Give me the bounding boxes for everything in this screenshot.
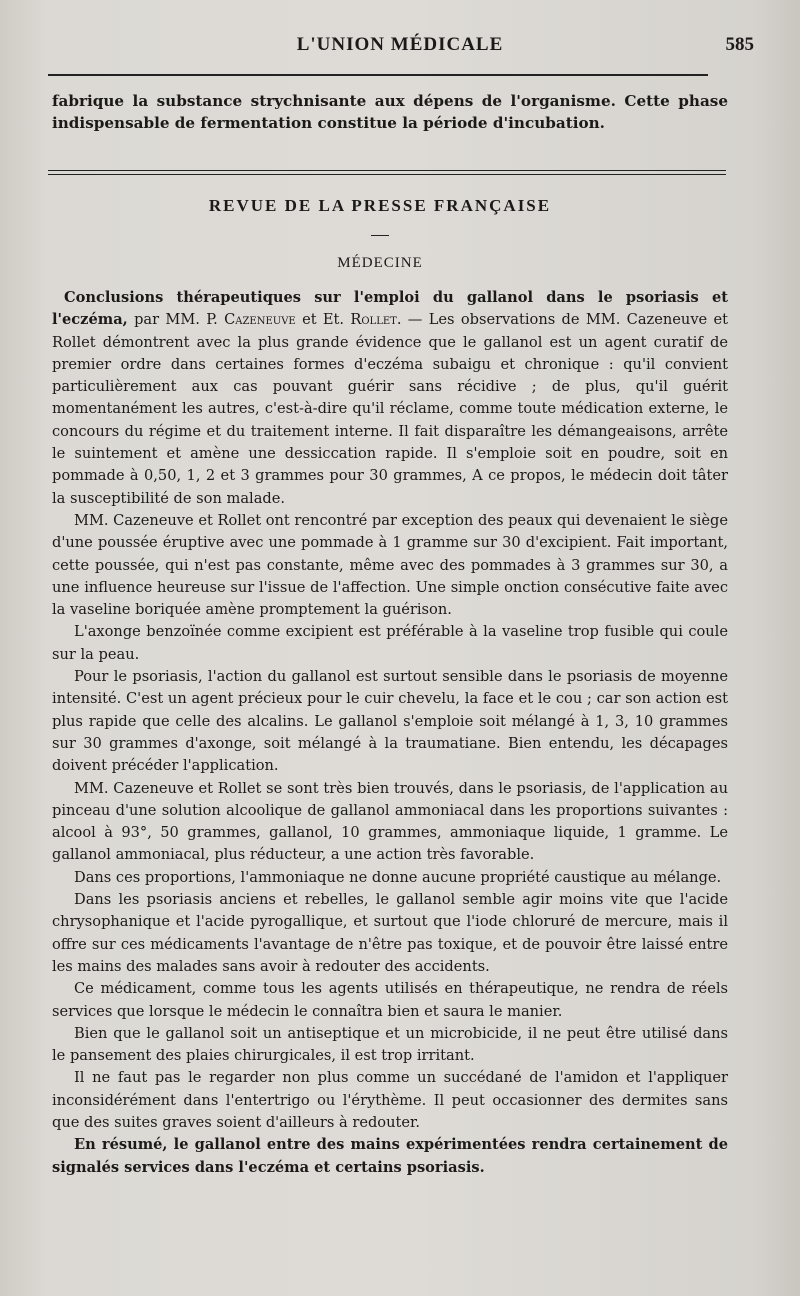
- paragraph: Dans les psoriasis anciens et rebelles, le gallanol semble agir moins vite que l'acide chrysophanique et l'acide pyrogallique, et surtout que l'iode chloruré de mercure, mais il offre sur ces médicaments l'avantage de n'être pas toxique, et de pouvoir être laissé entre les mains des malades sans avoir à redouter des accidents.: [52, 891, 728, 975]
- header-rule: [48, 74, 708, 76]
- article-body: [52, 287, 728, 1179]
- section-title: REVUE DE LA PRESSE FRANÇAISE: [208, 196, 552, 215]
- paragraph: Dans ces proportions, l'ammoniaque ne donne aucune propriété caustique au mélange.: [74, 868, 722, 886]
- running-header: [40, 34, 760, 64]
- paragraph: Il ne faut pas le regarder non plus comme un succédané de l'amidon et l'appliquer inconsidérément dans l'entertrigo ou l'érythème. Il peut occasionner des dermites sans que des suites graves soient d'ailleurs à redouter.: [52, 1069, 728, 1131]
- paragraph: L'axonge benzoïnée comme excipient est préférable à la vaseline trop fusible qui coule sur la peau.: [52, 623, 728, 663]
- article-and: et Et.: [302, 311, 345, 329]
- closing-paragraph: En résumé, le gallanol entre des mains expérimentées rendra certainement de signalés services dans l'eczéma et certains psoriasis.: [52, 1136, 728, 1176]
- paragraph: MM. Cazeneuve et Rollet ont rencontré par exception des peaux qui devenaient le siège d'une poussée éruptive avec une pommade à 1 gramme sur 30 d'excipient. Fait important, cette poussée, qui n'est pas constante, même avec des pommades à 3 grammes sur 30, a une influence heureuse sur l'issue de l'affection. Une simple onction consécutive faite avec la vaseline boriquée amène promptement la guérison.: [52, 511, 728, 619]
- running-title: L'UNION MÉDICALE: [296, 34, 504, 55]
- article-title: Conclusions thérapeutiques sur l'emploi du gallanol dans le psoriasis et l'eczéma,: [52, 289, 728, 329]
- paragraph: MM. Cazeneuve et Rollet se sont très bien trouvés, dans le psoriasis, de l'application au pinceau d'une solution alcoolique de gallanol ammoniacal dans les proportions suivantes : alcool à 93°, 50 grammes, gallanol, 10 grammes, ammoniaque liquide, 1 gramme. Le gallanol ammoniacal, plus réducteur, a une action très favorable.: [52, 779, 728, 864]
- section-divider: [48, 170, 726, 175]
- title-dash: [371, 235, 389, 236]
- intro-paragraph: fabrique la substance strychnisante aux dépens de l'organisme. Cette phase indispensable de fermentation constitue la période d'incubation.: [52, 92, 728, 132]
- paragraph: Bien que le gallanol soit un antiseptique et un microbicide, il ne peut être utilisé dans le pansement des plaies chirurgicales, il est trop irritant.: [52, 1024, 728, 1065]
- paragraph: Ce médicament, comme tous les agents utilisés en thérapeutique, ne rendra de réels services que lorsque le médecin le connaîtra bien et saura le manier.: [52, 980, 728, 1020]
- article-lead-text: . — Les observations de MM. Cazeneuve et Rollet démontrent avec la plus grande évidence que le gallanol est un agent curatif de premier ordre dans certaines formes d'eczéma subaigu et chronique : qu'il convient particulièrement aux cas pouvant guérir sans récidive ; de plus, qu'il guérit momentanément les autres, c'est-à-dire qu'il réclame, comme toute médication externe, le concours du régime et du traitement interne. Il fait disparaître les démangeaisons, arrête le suintement et amène une dessiccation rapide. Il s'emploie soit en poudre, soit en pommade à 0,50, 1, 2 et 3 grammes pour 30 grammes, A ce propos, le médecin doit tâter la susceptibilité de son malade.: [52, 311, 729, 507]
- author-cazeneuve: Cazeneuve: [224, 311, 296, 329]
- article-lead-paragraph: [52, 287, 728, 510]
- paragraph: Pour le psoriasis, l'action du gallanol est surtout sensible dans le psoriasis de moyenne intensité. C'est un agent précieux pour le cuir chevelu, la face et le cou ; car son action est plus rapide que celle des alcalins. Le gallanol s'emploie soit mélangé à 1, 3, 10 grammes sur 30 grammes d'axonge, soit mélangé à la traumatiane. Bien entendu, les décapages doivent précéder l'application.: [52, 668, 728, 775]
- page-number: 585: [725, 34, 754, 55]
- article-by: par MM. P.: [134, 311, 218, 329]
- sub-title: MÉDECINE: [337, 255, 423, 271]
- author-rollet: Rollet: [350, 311, 397, 329]
